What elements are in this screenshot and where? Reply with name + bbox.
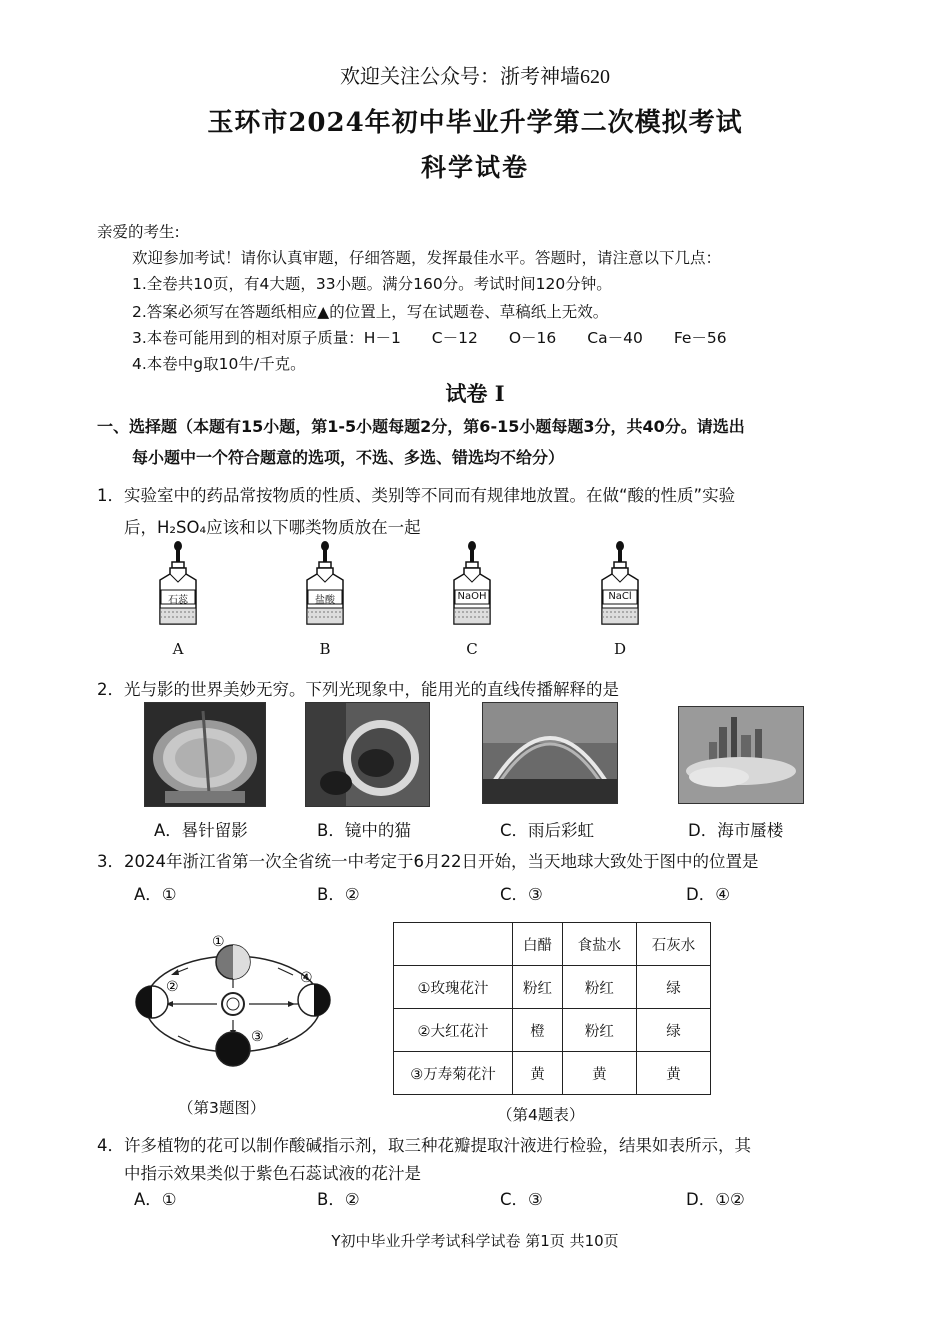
- table-cell: ②大红花汁: [394, 1009, 513, 1052]
- q4-stem: 4．许多植物的花可以制作酸碱指示剂，取三种花瓣提取汁液进行检验，结果如表所示，其: [97, 1136, 751, 1155]
- table-cell: 黄: [513, 1052, 563, 1095]
- q4-stem-cont: 中指示效果类似于紫色石蕊试液的花汁是: [124, 1164, 421, 1183]
- mirage-photo: [678, 706, 804, 804]
- bottle-label: 盐酸: [315, 595, 335, 606]
- q2-option-c: C．雨后彩虹: [500, 821, 595, 840]
- reagent-bottle: [600, 540, 640, 658]
- table-header-cell: [394, 923, 513, 966]
- q3-figure-caption: （第3题图）: [178, 1099, 266, 1117]
- table-cell: 橙: [513, 1009, 563, 1052]
- table-cell: 粉红: [562, 1009, 636, 1052]
- bottle-option-letter: D: [613, 640, 627, 658]
- bottle-option-letter: A: [172, 640, 184, 658]
- bottle-option-letter: B: [319, 640, 331, 658]
- table-header-cell: 白醋: [513, 923, 563, 966]
- q3-stem: 3．2024年浙江省第一次全省统一中考定于6月22日开始，当天地球大致处于图中的位置是: [97, 852, 759, 871]
- cat-mirror-photo: [305, 702, 430, 807]
- q2-option-b: B．镜中的猫: [317, 821, 411, 840]
- table-row: [394, 966, 711, 1009]
- table-header-row: [394, 923, 711, 966]
- table-cell: 粉红: [513, 966, 563, 1009]
- instruction-item: 4.本卷中g取10牛/千克。: [132, 355, 306, 373]
- table-row: [394, 1052, 711, 1095]
- rainbow-photo: [482, 702, 618, 804]
- q4-option-a: A．①: [134, 1190, 177, 1209]
- table-header-cell: 石灰水: [636, 923, 710, 966]
- marker-2: ②: [166, 979, 179, 995]
- instructions-intro: 欢迎参加考试！请你认真审题，仔细答题，发挥最佳水平。答题时，请注意以下几点：: [132, 249, 722, 267]
- q1-stem: 1．实验室中的药品常按物质的性质、类别等不同而有规律地放置。在做“酸的性质”实验: [97, 486, 736, 505]
- table-header-cell: 食盐水: [562, 923, 636, 966]
- exam-title: 玉环市2024年初中毕业升学第二次模拟考试: [207, 108, 743, 138]
- page-footer: Y初中毕业升学考试科学试卷 第1页 共10页: [331, 1232, 619, 1250]
- sundial-photo: [144, 702, 266, 807]
- marker-1: ①: [212, 934, 225, 950]
- instruction-item: 3.本卷可能用到的相对原子质量：H－1 C－12 O－16 Ca－40 Fe－56: [132, 329, 727, 347]
- reagent-bottle: [158, 540, 198, 658]
- marker-3: ③: [251, 1029, 264, 1045]
- table-cell: ①玫瑰花汁: [394, 966, 513, 1009]
- q4-option-d: D．①②: [686, 1190, 745, 1209]
- q3-option-c: C．③: [500, 885, 543, 904]
- q2-option-d: D．海市蜃楼: [688, 821, 784, 840]
- bottle-label: 石蕊: [168, 595, 188, 606]
- q1-stem-cont: 后，H₂SO₄应该和以下哪类物质放在一起: [124, 518, 421, 537]
- bottle-label: NaOH: [457, 591, 487, 602]
- q2-option-a: A．晷针留影: [154, 821, 248, 840]
- table-cell: 绿: [636, 966, 710, 1009]
- q2-stem: 2．光与影的世界美妙无穷。下列光现象中，能用光的直线传播解释的是: [97, 680, 619, 699]
- table-cell: 绿: [636, 1009, 710, 1052]
- instruction-item: 2.答案必须写在答题纸相应▲的位置上，写在试题卷、草稿纸上无效。: [132, 303, 609, 321]
- section-heading-cont: 每小题中一个符合题意的选项，不选、多选、错选均不给分）: [132, 448, 565, 467]
- table-cell: 粉红: [562, 966, 636, 1009]
- table-row: [394, 1009, 711, 1052]
- instruction-item: 1.全卷共10页，有4大题，33小题。满分160分。考试时间120分钟。: [132, 275, 612, 293]
- earth-position-3: [216, 1032, 250, 1066]
- section-title: 试卷 I: [445, 381, 505, 406]
- earth-orbit-diagram: [128, 928, 348, 1078]
- q3-option-a: A．①: [134, 885, 177, 904]
- greeting: 亲爱的考生:: [97, 223, 180, 241]
- reagent-bottle: [452, 540, 492, 658]
- q4-option-c: C．③: [500, 1190, 543, 1209]
- wechat-notice: 欢迎关注公众号：浙考神墙620: [340, 66, 610, 88]
- table-cell: 黄: [636, 1052, 710, 1095]
- q3-option-d: D．④: [686, 885, 730, 904]
- table-cell: ③万寿菊花汁: [394, 1052, 513, 1095]
- q3-option-b: B．②: [317, 885, 360, 904]
- reagent-bottle: [305, 540, 345, 658]
- table-cell: 黄: [562, 1052, 636, 1095]
- q4-option-b: B．②: [317, 1190, 360, 1209]
- indicator-table: [393, 922, 711, 1095]
- q4-table-caption: （第4题表）: [497, 1106, 585, 1124]
- section-heading: 一、选择题（本题有15小题，第1-5小题每题2分，第6-15小题每题3分，共40分。请选出: [97, 417, 745, 436]
- bottle-option-letter: C: [466, 640, 478, 658]
- bottle-label: NaCl: [608, 591, 632, 602]
- exam-subtitle: 科学试卷: [420, 153, 529, 182]
- marker-4: ④: [300, 970, 313, 986]
